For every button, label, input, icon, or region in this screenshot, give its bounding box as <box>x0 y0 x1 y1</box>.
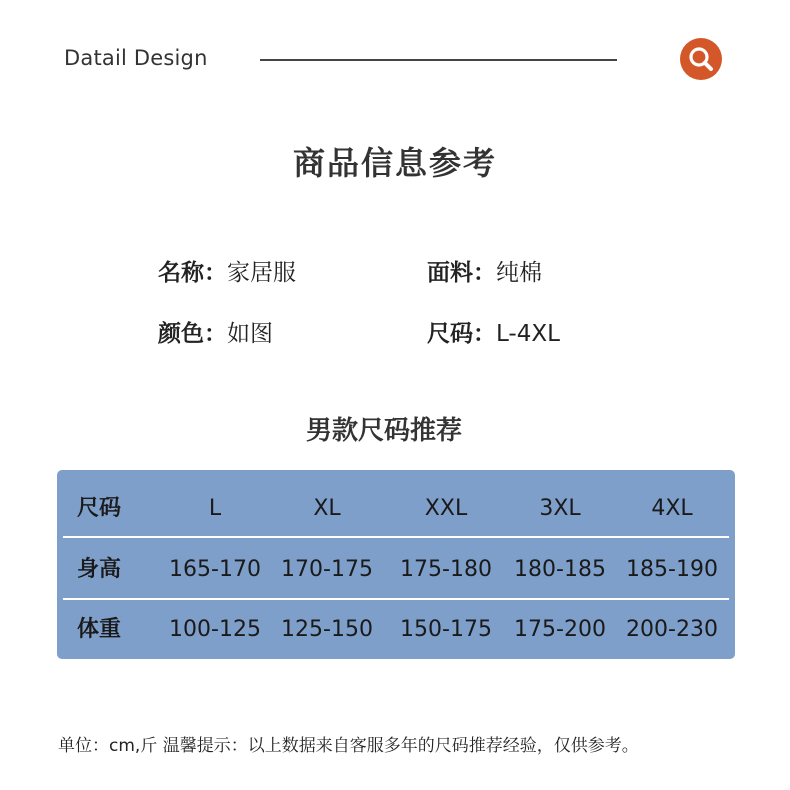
table-header-cell: XL <box>313 496 341 521</box>
table-cell: 180-185 <box>514 557 606 582</box>
info-size <box>427 315 560 348</box>
size-table <box>57 470 735 659</box>
brand-text: Datail Design <box>64 46 208 70</box>
table-header-cell: XXL <box>424 496 468 521</box>
table-row <box>57 600 735 660</box>
table-cell: 150-175 <box>400 617 492 642</box>
info-name <box>158 254 296 287</box>
info-fabric-label: 面料： <box>427 260 496 286</box>
info-name-value: 家居服 <box>227 260 296 286</box>
info-fabric <box>427 254 542 287</box>
section-title: 男款尺码推荐 <box>305 416 462 446</box>
table-cell: 170-175 <box>281 557 373 582</box>
footnote: 单位：cm,斤 温馨提示：以上数据来自客服多年的尺码推荐经验，仅供参考。 <box>58 736 639 756</box>
table-cell: 175-200 <box>514 617 606 642</box>
info-size-value: L-4XL <box>496 321 560 347</box>
table-row-label: 身高 <box>77 557 122 582</box>
table-header-row <box>57 479 735 539</box>
search-icon-graphic <box>680 38 722 80</box>
table-row <box>57 540 735 600</box>
table-header-cell: 尺码 <box>77 496 122 521</box>
page-title: 商品信息参考 <box>292 144 497 182</box>
header-divider <box>260 59 617 61</box>
table-cell: 200-230 <box>626 617 718 642</box>
table-header-cell: L <box>208 496 222 521</box>
table-cell: 100-125 <box>169 617 261 642</box>
table-cell: 165-170 <box>169 557 261 582</box>
search-icon[interactable] <box>680 38 722 80</box>
info-name-label: 名称： <box>158 260 227 286</box>
table-cell: 125-150 <box>281 617 373 642</box>
table-header-cell: 3XL <box>539 496 581 521</box>
info-color-value: 如图 <box>227 321 273 347</box>
table-row-label: 体重 <box>77 617 122 642</box>
table-cell: 185-190 <box>626 557 718 582</box>
info-fabric-value: 纯棉 <box>496 260 542 286</box>
info-color-label: 颜色： <box>158 321 227 347</box>
table-header-cell: 4XL <box>651 496 693 521</box>
table-divider <box>63 536 729 538</box>
table-cell: 175-180 <box>400 557 492 582</box>
info-color <box>158 315 273 348</box>
info-size-label: 尺码： <box>427 321 496 347</box>
